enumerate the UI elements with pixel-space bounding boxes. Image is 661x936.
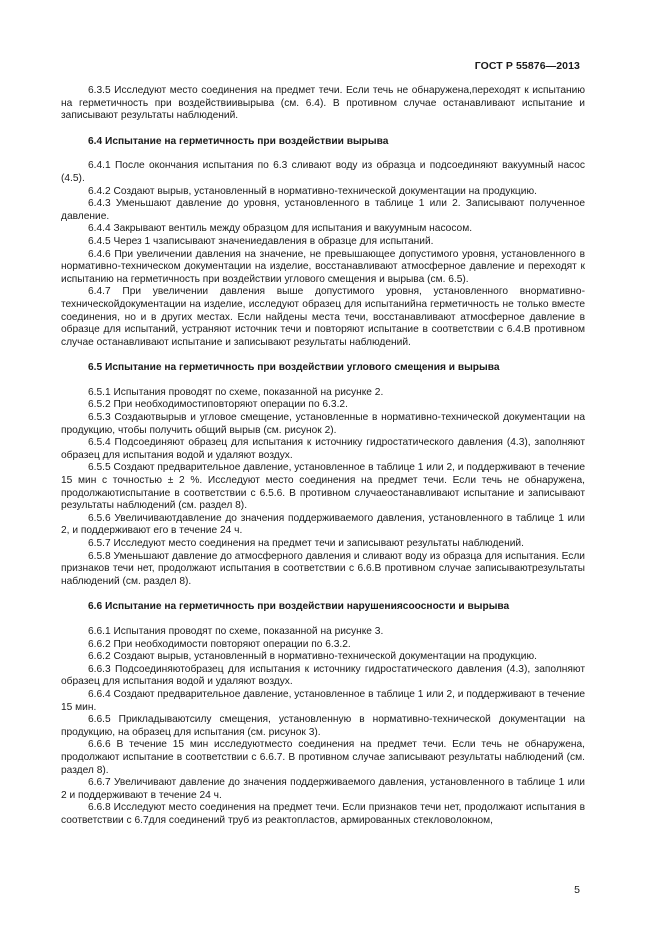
paragraph: 6.6.1 Испытания проводят по схеме, показанной на рисунке 3. <box>88 625 384 637</box>
paragraph: 6.6.7 Увеличивают давление до значения поддерживаемого давления, установленного в таблице 1 или 2 и поддерживают в течение 24 ч. <box>61 777 585 801</box>
document-body <box>61 85 585 827</box>
paragraph: 6.4.5 Через 1 чзаписывают значениедавления в образце для испытаний. <box>88 235 434 247</box>
paragraph: 6.6.2 Создают вырыв, установленный в нормативно-технической документации на продукцию. <box>88 651 537 663</box>
paragraph: 6.6.4 Создают предварительное давление, установленное в таблице 1 или 2, и поддерживают в течение 15 мин. <box>61 688 585 713</box>
paragraph: 6.3.5 Исследуют место соединения на предмет течи. Если течь не обнаружена,переходят к испытанию на герметичность при воздействиивырыва (см. 6.4). В противном случае останавливают испытание и записывают результаты наблюдений. <box>61 85 585 122</box>
paragraph: 6.5.6 Увеличиваютдавление до значения поддерживаемого давления, установленного в таблице 1 или 2, и поддерживают его в течение 24 ч. <box>61 512 585 537</box>
paragraph: 6.5.5 Создают предварительное давление, установленное в таблице 1 или 2, и поддерживают в течение 15 мин с точностью ± 2 %. Исследуют место соединения на предмет течи. Если течь не обнаружена, продолжаютиспытание в соответствии с 6.5.6. В противном случаеостанавливают испытание и записывают результаты наблюдений (см. раздел 8). <box>61 462 585 512</box>
section-heading: 6.4 Испытание на герметичность при воздействии вырыва <box>88 135 389 147</box>
paragraph: 6.4.2 Создают вырыв, установленный в нормативно-технической документации на продукцию. <box>88 185 537 197</box>
paragraph: 6.5.2 При необходимостиповторяют операции по 6.3.2. <box>88 399 348 411</box>
paragraph: 6.4.3 Уменьшают давление до уровня, установленного в таблице 1 или 2. Записывают полученное давление. <box>61 198 585 222</box>
paragraph: 6.4.7 При увеличении давления выше допустимого уровня, установленного внормативно-техническойдокументации на изделие, исследуют образец для испытанийна герметичность не только вместе соединения, но и в других местах. Если найдены места течи, восстанавливают атмосферное давление в образце для испытаний, устраняют источник течи и повторяют испытание в соответствии с 6.4.В противном случае останавливают испытание и записывают результаты наблюдений. <box>61 286 585 348</box>
paragraph: 6.5.4 Подсоединяют образец для испытания к источнику гидростатического давления (4.3), заполняют образец для испытания водой и удаляют воздух. <box>61 437 585 461</box>
paragraph: 6.5.3 Создаютвырыв и угловое смещение, установленные в нормативно-технической документации на продукцию, чтобы получить общий вырыв (см. рисунок 2). <box>61 412 585 436</box>
page-number: 5 <box>574 884 580 896</box>
paragraph: 6.6.5 Прикладываютсилу смещения, установленную в нормативно-технической документации на продукцию, на образец для испытания (см. рисунок 3). <box>61 714 585 738</box>
paragraph: 6.6.6 В течение 15 мин исследуютместо соединения на предмет течи. Если течь не обнаружена, продолжают испытание в соответствии с 6.6.7. В противном случае записывают результаты наблюдений (см. раздел 8). <box>61 739 585 776</box>
paragraph: 6.5.8 Уменьшают давление до атмосферного давления и сливают воду из образца для испытания. Если признаков течи нет, продолжают испытания в соответствии с 6.6.В противном случае записываютрезультаты наблюдений (см. раздел 8). <box>61 550 585 587</box>
paragraph: 6.6.8 Исследуют место соединения на предмет течи. Если признаков течи нет, продолжают испытания в соответствии с 6.7для соединений труб из реактопластов, армированных стекловолокном, <box>61 802 585 826</box>
section-heading: 6.5 Испытание на герметичность при воздействии углового смещения и вырыва <box>88 362 500 374</box>
section-heading: 6.6 Испытание на герметичность при воздействии нарушениясоосности и вырыва <box>88 601 510 613</box>
paragraph: 6.4.1 После окончания испытания по 6.3 сливают воду из образца и подсоединяют вакуумный насос (4.5). <box>61 160 585 184</box>
paragraph: 6.4.4 Закрывают вентиль между образцом для испытания и вакуумным насосом. <box>88 223 473 235</box>
paragraph: 6.5.7 Исследуют место соединения на предмет течи и записывают результаты наблюдений. <box>88 538 524 549</box>
paragraph: 6.6.3 Подсоединяютобразец для испытания к источнику гидростатического давления (4.3), заполняют образец для испытания водой и удаляют воздух. <box>61 663 585 688</box>
document-header-id: ГОСТ Р 55876—2013 <box>474 60 580 72</box>
paragraph: 6.5.1 Испытания проводят по схеме, показанной на рисунке 2. <box>88 386 384 398</box>
paragraph: 6.6.2 При необходимости повторяют операции по 6.3.2. <box>88 638 351 650</box>
paragraph: 6.4.6 При увеличении давления на значение, не превышающее допустимого уровня, установленного в нормативно-техническом документации на изделие, восстанавливают атмосферное давление и переходят к испытанию на герметичность при воздействии углового смещения и вырыва (см. 6.5). <box>61 248 585 285</box>
